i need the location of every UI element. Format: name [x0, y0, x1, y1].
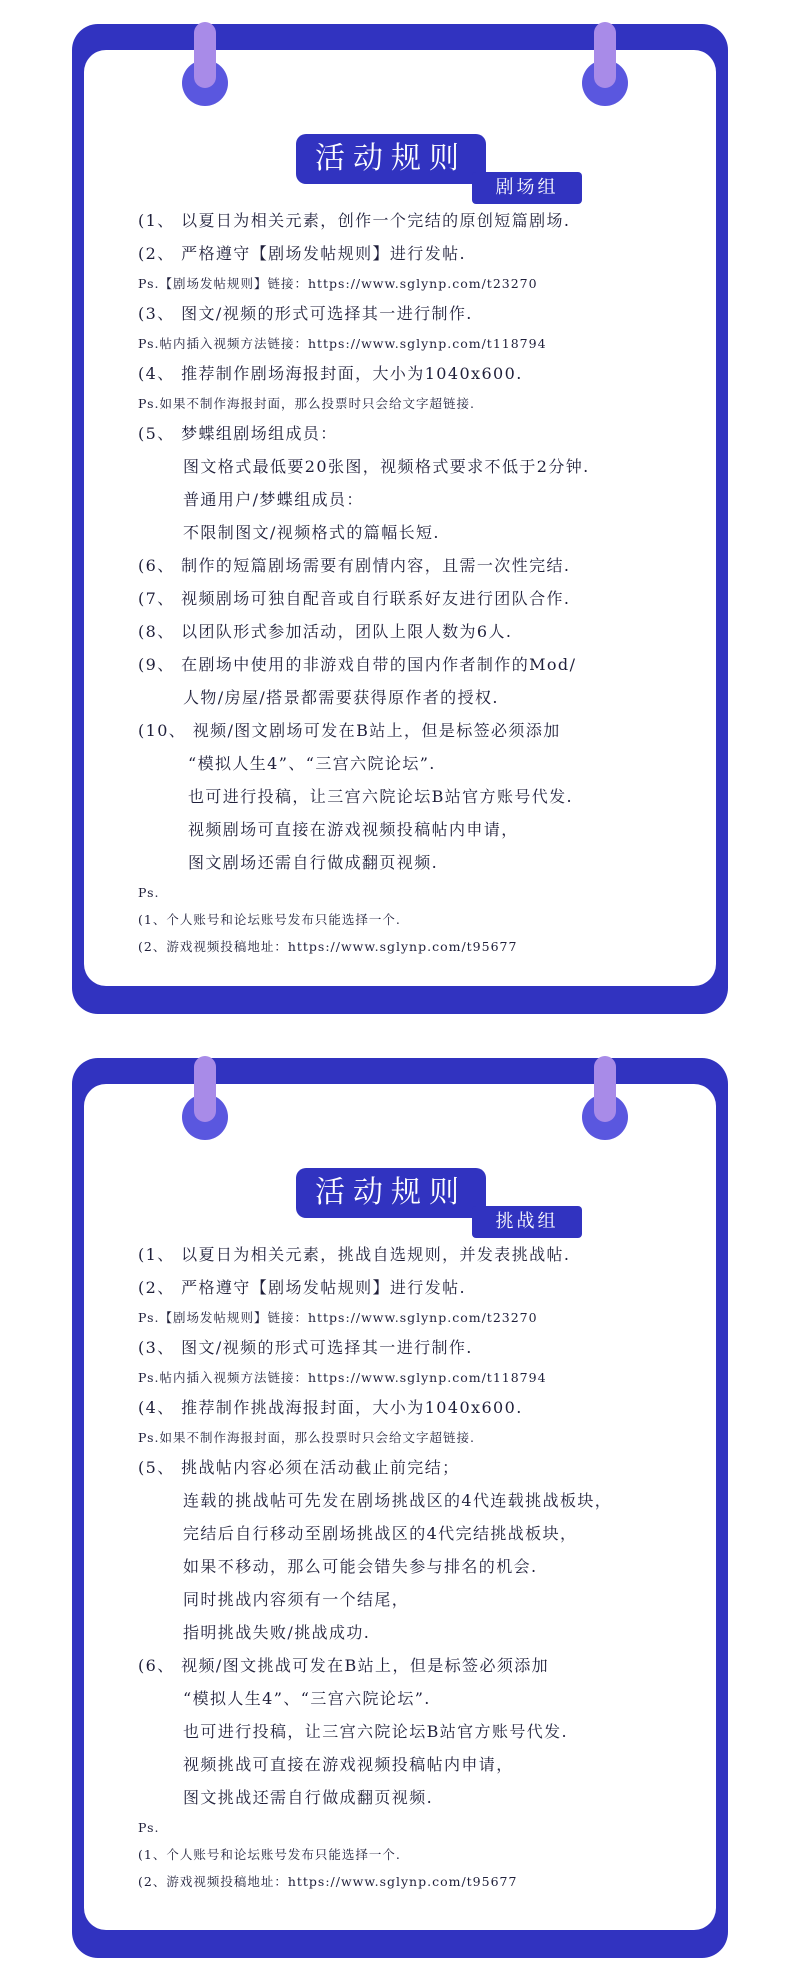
- card-title: 活动规则: [296, 134, 486, 184]
- rule-line: (9、 在剧场中使用的非游戏自带的国内作者制作的Mod/: [138, 655, 577, 674]
- binder-ring-icon: [182, 60, 228, 106]
- rule-sub-line: 如果不移动，那么可能会错失参与排名的机会.: [183, 1557, 538, 1576]
- binder-pin-icon: [594, 22, 616, 88]
- rule-sub-line: 图文格式最低要20张图，视频格式要求不低于2分钟.: [183, 457, 590, 476]
- rule-link-line: Ps.【剧场发帖规则】链接：https://www.sglynp.com/t23270: [138, 276, 538, 291]
- card-title: 活动规则: [296, 1168, 486, 1218]
- card-header: [282, 106, 582, 196]
- rule-sub-line: 图文剧场还需自行做成翻页视频.: [188, 853, 439, 872]
- rule-line: (1、 以夏日为相关元素，创作一个完结的原创短篇剧场.: [138, 211, 571, 230]
- binder-pin-icon: [194, 22, 216, 88]
- rule-sub-line: 视频挑战可直接在游戏视频投稿帖内申请，: [183, 1755, 514, 1774]
- rule-sub-line: “模拟人生4”、“三宫六院论坛”.: [188, 754, 436, 773]
- rule-line: (3、 图文/视频的形式可选择其一进行制作.: [138, 304, 473, 323]
- binder-pin-icon: [594, 1056, 616, 1122]
- rule-note-line: Ps.如果不制作海报封面，那么投票时只会给文字超链接.: [138, 1430, 475, 1445]
- rule-sub-line: 同时挑战内容须有一个结尾，: [183, 1590, 410, 1609]
- rule-line: (3、 图文/视频的形式可选择其一进行制作.: [138, 1338, 473, 1357]
- rule-line: (8、 以团队形式参加活动，团队上限人数为6人.: [138, 622, 513, 641]
- rule-line: (6、 视频/图文挑战可发在B站上，但是标签必须添加: [138, 1656, 550, 1675]
- card-subtitle: 挑战组: [472, 1206, 582, 1238]
- card-header: [282, 1140, 582, 1230]
- rule-line: (1、 以夏日为相关元素，挑战自选规则，并发表挑战帖.: [138, 1245, 571, 1264]
- rules-card-theater: [72, 24, 728, 1014]
- rules-list: [138, 1238, 688, 1895]
- rule-sub-line: 视频剧场可直接在游戏视频投稿帖内申请，: [188, 820, 519, 839]
- rules-list: [138, 204, 688, 960]
- binder-ring-icon: [182, 1094, 228, 1140]
- rule-note-line: Ps.如果不制作海报封面，那么投票时只会给文字超链接.: [138, 396, 475, 411]
- binder-pin-icon: [194, 1056, 216, 1122]
- rule-line: (6、 制作的短篇剧场需要有剧情内容，且需一次性完结.: [138, 556, 571, 575]
- rules-card-challenge: [72, 1058, 728, 1958]
- binder-ring-icon: [582, 60, 628, 106]
- rule-sub-line: 图文挑战还需自行做成翻页视频.: [183, 1788, 434, 1807]
- ps-label: Ps.: [138, 1820, 160, 1835]
- rule-line: (2、 严格遵守【剧场发帖规则】进行发帖.: [138, 244, 466, 263]
- ps-line: (1、个人账号和论坛账号发布只能选择一个.: [138, 1847, 401, 1862]
- rule-sub-line: 不限制图文/视频格式的篇幅长短.: [183, 523, 440, 542]
- rule-sub-line: 普通用户/梦蝶组成员：: [183, 490, 364, 509]
- rule-line: (10、 视频/图文剧场可发在B站上，但是标签必须添加: [138, 721, 561, 740]
- rule-link-line: Ps.帖内插入视频方法链接：https://www.sglynp.com/t118794: [138, 1370, 547, 1385]
- rule-sub-line: “模拟人生4”、“三宫六院论坛”.: [183, 1689, 431, 1708]
- rule-line: (5、 挑战帖内容必须在活动截止前完结；: [138, 1458, 460, 1477]
- ps-link-line: (2、游戏视频投稿地址：https://www.sglynp.com/t95677: [138, 1874, 518, 1889]
- rule-sub-line: 连载的挑战帖可先发在剧场挑战区的4代连载挑战板块，: [183, 1491, 613, 1510]
- rule-sub-line: 也可进行投稿，让三宫六院论坛B站官方账号代发.: [188, 787, 574, 806]
- rule-line: (7、 视频剧场可独自配音或自行联系好友进行团队合作.: [138, 589, 571, 608]
- rule-line: (4、 推荐制作剧场海报封面，大小为1040x600.: [138, 364, 523, 383]
- rule-sub-line: 人物/房屋/搭景都需要获得原作者的授权.: [183, 688, 499, 707]
- rule-sub-line: 完结后自行移动至剧场挑战区的4代完结挑战板块，: [183, 1524, 578, 1543]
- card-subtitle: 剧场组: [472, 172, 582, 204]
- binder-ring-icon: [582, 1094, 628, 1140]
- rule-link-line: Ps.帖内插入视频方法链接：https://www.sglynp.com/t118794: [138, 336, 547, 351]
- ps-link-line: (2、游戏视频投稿地址：https://www.sglynp.com/t95677: [138, 939, 518, 954]
- rule-sub-line: 指明挑战失败/挑战成功.: [183, 1623, 371, 1642]
- ps-label: Ps.: [138, 885, 160, 900]
- rule-line: (4、 推荐制作挑战海报封面，大小为1040x600.: [138, 1398, 523, 1417]
- ps-line: (1、个人账号和论坛账号发布只能选择一个.: [138, 912, 401, 927]
- rule-line: (5、 梦蝶组剧场组成员：: [138, 424, 338, 443]
- rule-sub-line: 也可进行投稿，让三宫六院论坛B站官方账号代发.: [183, 1722, 569, 1741]
- rule-link-line: Ps.【剧场发帖规则】链接：https://www.sglynp.com/t23270: [138, 1310, 538, 1325]
- rule-line: (2、 严格遵守【剧场发帖规则】进行发帖.: [138, 1278, 466, 1297]
